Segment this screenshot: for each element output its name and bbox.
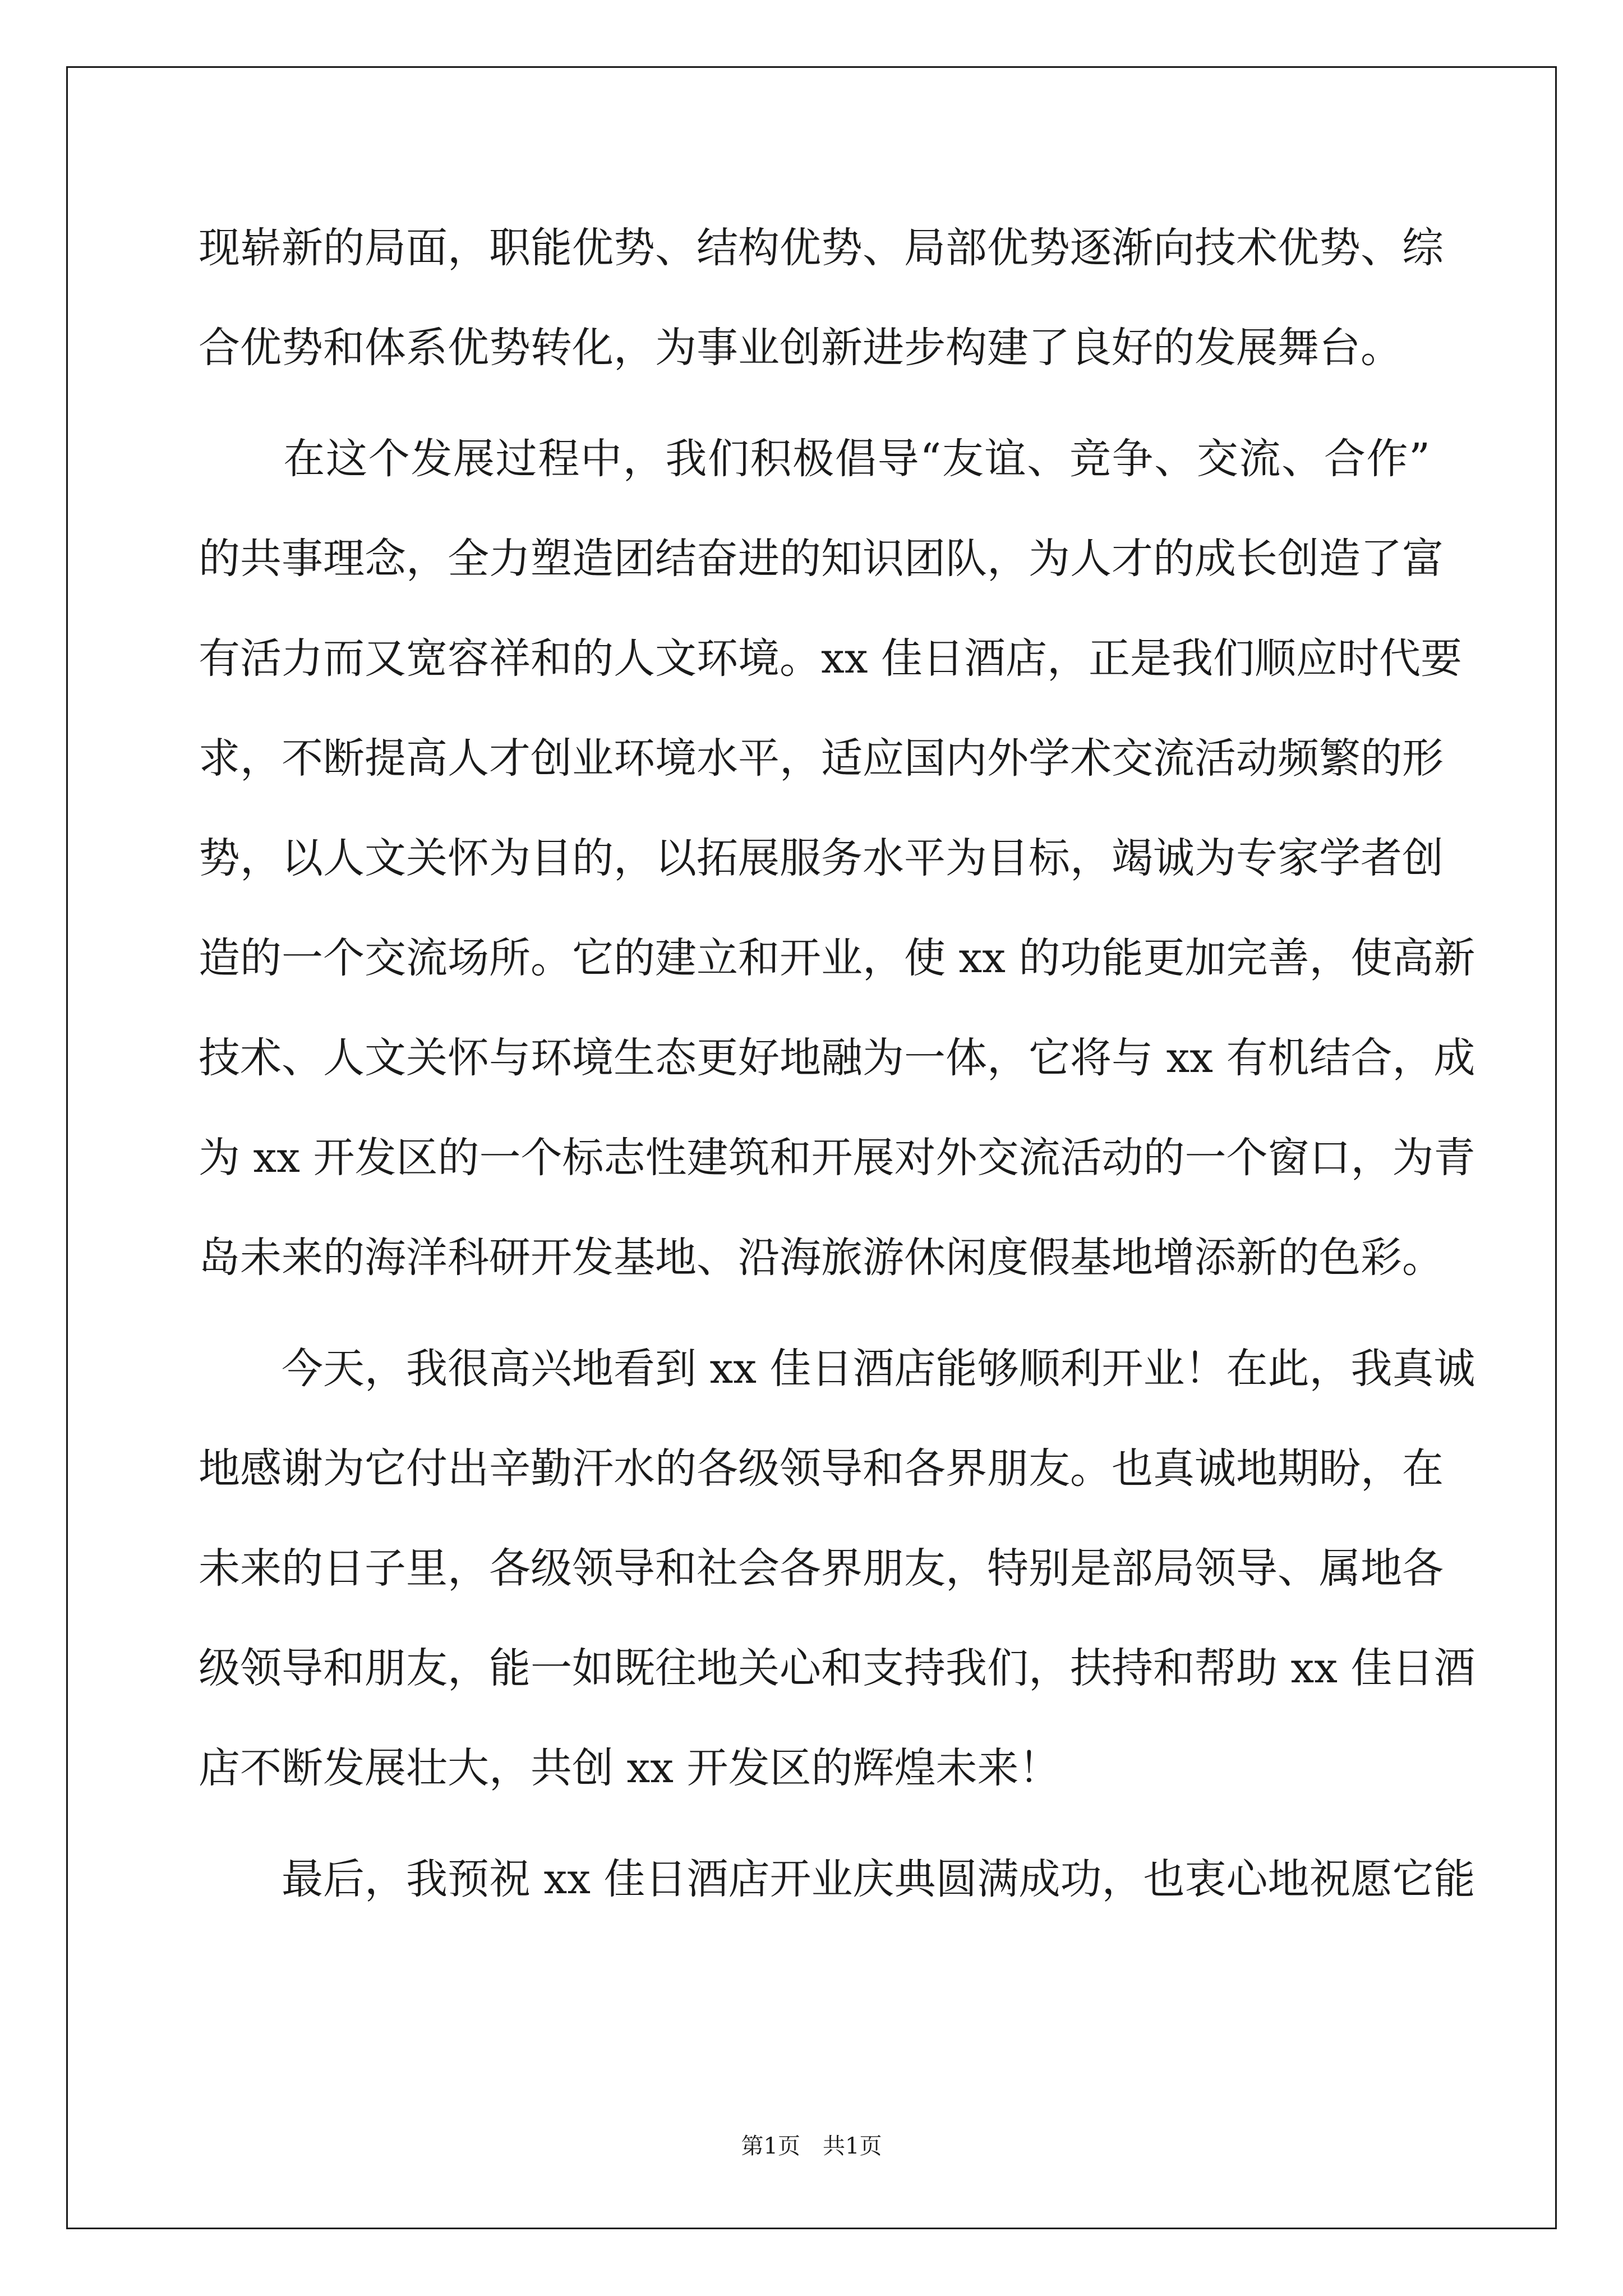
text-line: 合优势和体系优势转化，为事业创新进步构建了良好的发展舞台。 — [199, 324, 1402, 372]
text-line: 在这个发展过程中，我们积极倡导“友谊、竞争、交流、合作” — [199, 435, 1430, 483]
page-number-footer: 第1页 共1页 — [741, 2133, 882, 2159]
text-line: 技术、人文关怀与环境生态更好地融为一体，它将与 xx 有机结合，成 — [199, 1034, 1476, 1082]
text-line: 现崭新的局面，职能优势、结构优势、局部优势逐渐向技术优势、综 — [199, 224, 1444, 272]
text-line: 势，以人文关怀为目的，以拓展服务水平为目标，竭诚为专家学者创 — [199, 834, 1444, 882]
text-line: 求，不断提高人才创业环境水平，适应国内外学术交流活动频繁的形 — [199, 734, 1444, 783]
text-line: 级领导和朋友，能一如既往地关心和支持我们，扶持和帮助 xx 佳日酒 — [199, 1644, 1476, 1692]
paragraph-gap — [199, 1818, 1430, 1829]
text-line: 今天，我很高兴地看到 xx 佳日酒店能够顺利开业！在此，我真诚 — [199, 1345, 1476, 1393]
text-line: 的共事理念，全力塑造团结奋进的知识团队，为人才的成长创造了富 — [199, 535, 1444, 583]
text-line: 最后，我预祝 xx 佳日酒店开业庆典圆满成功，也衷心地祝愿它能 — [199, 1855, 1476, 1903]
paragraph-gap — [199, 1308, 1430, 1319]
text-line: 有活力而又宽容祥和的人文环境。xx 佳日酒店，正是我们顺应时代要 — [199, 634, 1462, 683]
document-body — [199, 198, 1476, 1929]
text-line: 为 xx 开发区的一个标志性建筑和开展对外交流活动的一个窗口，为青 — [199, 1134, 1476, 1182]
text-line: 未来的日子里，各级领导和社会各界朋友，特别是部局领导、属地各 — [199, 1544, 1444, 1593]
text-line: 地感谢为它付出辛勤汗水的各级领导和各界朋友。也真诚地期盼，在 — [199, 1444, 1444, 1493]
text-line: 店不断发展壮大，共创 xx 开发区的辉煌未来！ — [199, 1744, 1061, 1792]
text-line: 岛未来的海洋科研开发基地、沿海旅游休闲度假基地增添新的色彩。 — [199, 1234, 1444, 1282]
paragraph-gap — [199, 398, 1430, 409]
text-line: 造的一个交流场所。它的建立和开业，使 xx 的功能更加完善，使高新 — [199, 934, 1476, 982]
